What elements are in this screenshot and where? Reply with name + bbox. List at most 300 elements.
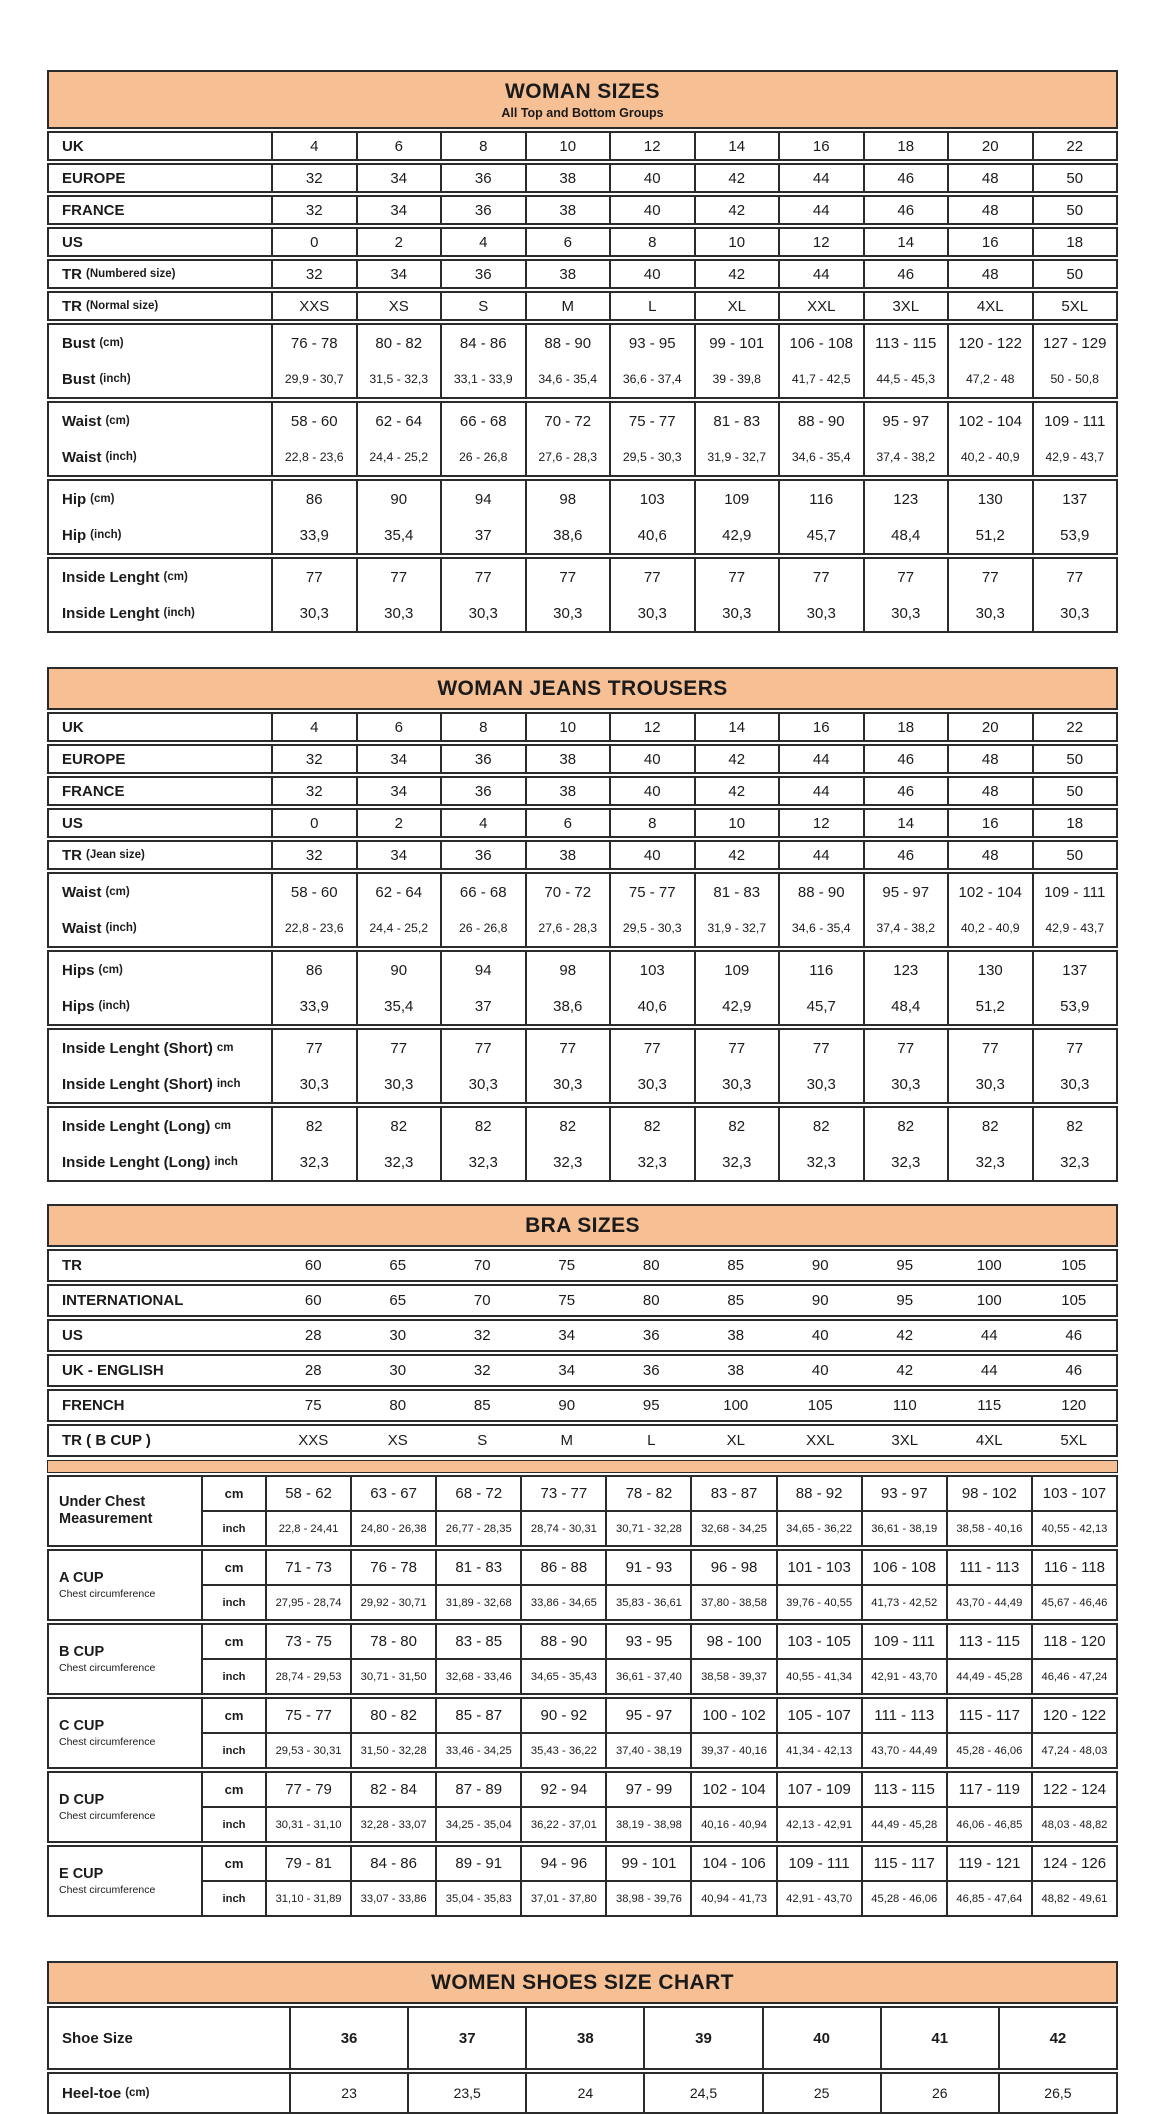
cell: 14 [863,229,948,255]
cell: 36 [440,778,525,804]
cell: 100 [976,1257,1002,1274]
cell-text: 100 - 102 [702,1707,766,1724]
cell: XL [726,1432,745,1449]
cell: 115 [977,1397,1002,1414]
cell: 4 [440,810,525,836]
cell: 95 - 97 [863,874,948,910]
cell: 36 [440,746,525,772]
cell: 42 [694,842,779,868]
cell: L [647,1432,656,1449]
table-row [49,197,1116,223]
cell: 31,5 - 32,3 [356,361,441,397]
cell-text: 81 - 83 [455,1559,503,1576]
cell-text: 48,03 - 48,82 [1041,1818,1108,1831]
table-row [49,325,1116,361]
cell: 32,3 [863,1144,948,1180]
cell: 40,2 - 40,9 [947,910,1032,946]
cell: 77 [778,1030,863,1066]
cell: 82 [1032,1108,1117,1144]
cell-text: 28,74 - 29,53 [275,1670,342,1683]
cell-text: 118 - 120 [1043,1633,1106,1650]
cell-text: 92 - 94 [540,1781,588,1798]
cell: 46 [863,746,948,772]
cell: 30,3 [863,1066,948,1102]
table-row [49,778,1116,804]
cell [946,1880,1031,1915]
cell: 26 [880,2074,998,2112]
cell: 32,3 [1032,1144,1117,1180]
cell: 120 - 122 [947,325,1032,361]
cell-text: 43,70 - 44,49 [956,1596,1023,1609]
row-label-text: US [62,233,83,251]
cell [350,1477,435,1510]
cell: 58 - 60 [271,874,356,910]
cup-group [47,1697,1118,1769]
unit-cell: cm [201,1477,265,1510]
cell: 88 - 90 [778,874,863,910]
cell-text: 122 - 124 [1042,1781,1107,1798]
cell: 32 [271,261,356,287]
cell [946,1806,1031,1841]
cell: 30,3 [440,1066,525,1102]
cell [1031,1551,1116,1584]
cell [861,1847,946,1880]
cell: 48 [947,261,1032,287]
cell: 109 [694,481,779,517]
cell [350,1551,435,1584]
cell: 36 [440,165,525,191]
row-label-note: (Numbered size) [86,268,176,280]
cell [861,1477,946,1510]
row-label-text: Waist [62,448,102,466]
cell: 51,2 [947,988,1032,1024]
row-label [49,2074,289,2112]
cell-text: 109 - 111 [873,1633,935,1650]
cell-text: 31,50 - 32,28 [360,1744,427,1757]
cup-label [49,1551,201,1619]
cell [605,1773,690,1806]
cell: 16 [778,133,863,159]
cell [350,1658,435,1693]
cell [946,1658,1031,1693]
cell [776,1806,861,1841]
cell: 130 [947,952,1032,988]
cell-text: 40,55 - 41,34 [786,1670,853,1683]
cup-label-text: D CUP [59,1792,105,1809]
cell: 18 [863,133,948,159]
cell-text: 44,49 - 45,28 [871,1818,938,1831]
cell-text: 34,25 - 35,04 [445,1818,512,1831]
row-label-note: cm [216,1042,234,1054]
cell: 85 [727,1292,745,1309]
cell: 130 [947,481,1032,517]
row-label [49,778,271,804]
cell-text: 117 - 119 [958,1781,1020,1798]
cell: 24 [525,2074,643,2112]
cell [350,1880,435,1915]
cell: 40 [609,842,694,868]
cell: 90 [356,952,441,988]
cell: 44 [980,1327,998,1344]
cell-text: 32,28 - 33,07 [360,1818,427,1831]
cell [946,1477,1031,1510]
cell: 39 [643,2008,761,2068]
row-group [47,744,1118,774]
cell [861,1625,946,1658]
cell: 5XL [1032,293,1117,319]
cell [946,1699,1031,1732]
cell [520,1880,605,1915]
row-label [49,325,271,361]
cell [690,1880,775,1915]
cell: 37,4 - 38,2 [863,439,948,475]
cell: 80 - 82 [356,325,441,361]
cell-text: 45,28 - 46,06 [956,1744,1023,1757]
cell: 30,3 [525,595,610,631]
cell: 30,3 [609,595,694,631]
cell [690,1806,775,1841]
row-label-text: Hips [62,997,95,1015]
cell: 37 [407,2008,525,2068]
cell: 42 [694,261,779,287]
row-label-text: Shoe Size [62,2029,133,2047]
cell: 6 [356,714,441,740]
cell: 123 [863,952,948,988]
cell-text: 34,65 - 36,22 [786,1522,853,1535]
cell: 32 [271,778,356,804]
table-row [49,988,1116,1024]
cell: 42,9 [694,988,779,1024]
cell: 46 [1065,1362,1083,1379]
cell [946,1510,1031,1545]
cell: 109 [694,952,779,988]
cell [690,1773,775,1806]
cell: 30,3 [356,1066,441,1102]
cell: 70 - 72 [525,874,610,910]
cell [946,1732,1031,1767]
cell: 42,9 - 43,7 [1032,439,1117,475]
row-label [49,2008,289,2068]
cell [1031,1477,1116,1510]
cell: 34,6 - 35,4 [525,361,610,397]
cell: 70 [473,1292,491,1309]
cell: 58 - 60 [271,403,356,439]
row-label-text: Heel-toe [62,2084,122,2102]
cell: 77 [525,1030,610,1066]
cell: 38,6 [525,517,610,553]
cell [861,1699,946,1732]
row-label [49,1066,271,1102]
cell [1031,1658,1116,1693]
cell-text: 39,37 - 40,16 [701,1744,767,1757]
cell: 20 [947,133,1032,159]
unit-cell: cm [201,1847,265,1880]
cell [690,1658,775,1693]
cell: 38 [727,1327,745,1344]
cell: 88 - 90 [778,403,863,439]
row-label [49,910,271,946]
cell: L [609,293,694,319]
cell: 50 [1032,165,1117,191]
cell: 29,9 - 30,7 [271,361,356,397]
cell: 40 [609,165,694,191]
cell [690,1584,775,1619]
cell [690,1477,775,1510]
row-label [49,1286,271,1315]
cell: 65 [389,1292,407,1309]
cell-text: 31,89 - 32,68 [445,1596,512,1609]
cell: 53,9 [1032,517,1117,553]
cell-text: 30,71 - 31,50 [360,1670,427,1683]
row-group [47,131,1118,161]
unit-cell: cm [201,1699,265,1732]
cell-text: 115 - 117 [958,1707,1020,1724]
cell [350,1732,435,1767]
cell: 81 - 83 [694,403,779,439]
cell: 20 [947,714,1032,740]
cup-label-sub: Chest circumference [59,1587,156,1600]
cell-text: 36,61 - 38,19 [871,1522,938,1535]
bra-title: BRA SIZES [525,1214,640,1237]
cell: 0 [271,229,356,255]
cell: 100 [723,1397,749,1414]
cell: 30,3 [694,1066,779,1102]
cell-text: 99 - 101 [621,1855,677,1872]
cell-text: 39,76 - 40,55 [786,1596,853,1609]
cell: 28 [304,1327,322,1344]
cell: 2 [356,810,441,836]
table-row [49,293,1116,319]
cup-label-text: B CUP [59,1644,105,1661]
cell [435,1477,520,1510]
jeans-table [47,667,1118,1182]
cell: 18 [1032,229,1117,255]
cell-text: 78 - 80 [370,1633,417,1650]
cell: 14 [863,810,948,836]
cell: 31,9 - 32,7 [694,910,779,946]
row-label-text: Waist [62,919,102,937]
cup-group [47,1549,1118,1621]
row-label-text: FRANCE [62,201,125,219]
cell-text: 35,43 - 36,22 [530,1744,597,1757]
cell: 10 [525,133,610,159]
row-label-note: cm [214,1120,231,1132]
cell: 8 [440,714,525,740]
table-row [49,1426,1116,1455]
cell: 77 [525,559,610,595]
row-label [49,952,271,988]
row-label-note: inch [216,1078,241,1090]
cell: 77 [356,559,441,595]
cell [690,1732,775,1767]
cell-text: 101 - 103 [787,1559,851,1576]
cell: 12 [609,714,694,740]
cell: 98 [525,952,610,988]
cell: 40 [609,261,694,287]
row-label-text: Bust [62,334,96,352]
cell: 30,3 [271,595,356,631]
cell: XXL [778,293,863,319]
cell: 105 [1061,1257,1087,1274]
cell [435,1699,520,1732]
cell [350,1699,435,1732]
cell: 50 [1032,746,1117,772]
cup-label [49,1699,201,1767]
row-label-note: (inch) [105,451,137,463]
cell-text: 33,07 - 33,86 [360,1892,427,1905]
cell: 48 [947,746,1032,772]
row-group [47,808,1118,838]
cup-group [47,1623,1118,1695]
unit-cell: inch [201,1806,265,1841]
cell: 34,6 - 35,4 [778,439,863,475]
cell-text: 85 - 87 [455,1707,503,1724]
row-label [49,988,271,1024]
table-row [49,714,1116,740]
cell: 36 [440,842,525,868]
cell: 46 [1065,1327,1083,1344]
cell: 44 [778,197,863,223]
cell [265,1732,350,1767]
cell [520,1584,605,1619]
cell: 42,9 - 43,7 [1032,910,1117,946]
cell: 37,4 - 38,2 [863,910,948,946]
row-label-text: Inside Lenght [62,568,160,586]
cell: 5XL [1060,1432,1088,1449]
cell: 99 - 101 [694,325,779,361]
cell: 40 [811,1362,829,1379]
cup-label-text: A CUP [59,1570,104,1587]
cell: 90 [356,481,441,517]
cell: 48 [947,165,1032,191]
cell-text: 120 - 122 [1042,1707,1107,1724]
cell: 42 [896,1327,914,1344]
cell [946,1773,1031,1806]
cell [861,1551,946,1584]
table-row [49,910,1116,946]
cell: XXS [271,293,356,319]
cell [1031,1847,1116,1880]
cell [690,1699,775,1732]
cell-text: 75 - 77 [285,1707,332,1724]
row-label-text: INTERNATIONAL [62,1292,184,1309]
cell: 75 - 77 [609,403,694,439]
bra-header [47,1204,1118,1247]
cell: 22 [1032,133,1117,159]
cell: 46 [863,165,948,191]
cell-text: 90 - 92 [540,1707,588,1724]
cell: 44 [778,746,863,772]
table-row [49,746,1116,772]
cell: 6 [525,810,610,836]
cell: 32,3 [440,1144,525,1180]
cell: 82 [609,1108,694,1144]
row-label [49,714,271,740]
cell-text: 124 - 126 [1042,1855,1107,1872]
cell-text: 115 - 117 [873,1855,935,1872]
cell-text: 91 - 93 [625,1559,673,1576]
cell: 102 - 104 [947,874,1032,910]
cell: 106 - 108 [778,325,863,361]
row-label-text: FRANCE [62,782,125,800]
row-label-note: (inch) [163,607,195,619]
cell [605,1625,690,1658]
cell [435,1625,520,1658]
cell-text: 102 - 104 [702,1781,766,1798]
shoes-title: WOMEN SHOES SIZE CHART [431,1971,734,1994]
row-label-text: US [62,1327,83,1344]
cell: 48 [947,197,1032,223]
row-group [47,712,1118,742]
cell: 77 [1032,559,1117,595]
cell [265,1477,350,1510]
cell-text: 46,46 - 47,24 [1041,1670,1108,1683]
cell: 40,6 [609,517,694,553]
row-label [49,361,271,397]
woman-sizes-title: WOMAN SIZES [505,80,660,103]
cell [605,1584,690,1619]
cell-text: 45,28 - 46,06 [871,1892,938,1905]
cell: 34 [356,778,441,804]
cell: 40 [609,197,694,223]
row-label [49,1356,271,1385]
cell-text: 97 - 99 [625,1781,673,1798]
cell [690,1510,775,1545]
cell-text: 40,16 - 40,94 [701,1818,767,1831]
cell: 40,2 - 40,9 [947,439,1032,475]
cell: 38 [525,197,610,223]
cell: 82 [271,1108,356,1144]
table-row [49,842,1116,868]
jeans-rows [47,712,1118,1182]
cell: 94 [440,481,525,517]
table-row [49,952,1116,988]
cell-text: 38,98 - 39,76 [615,1892,682,1905]
cell [861,1880,946,1915]
jeans-header [47,667,1118,710]
cell-text: 103 - 107 [1042,1485,1107,1502]
cell: 95 [896,1257,914,1274]
cell: 4 [440,229,525,255]
cell [690,1551,775,1584]
cell: 95 [642,1397,660,1414]
cell: XS [387,1432,408,1449]
cell: 62 - 64 [356,403,441,439]
cell: 46 [863,778,948,804]
cell-text: 63 - 67 [370,1485,417,1502]
cell: 44,5 - 45,3 [863,361,948,397]
bra-table [47,1204,1118,1917]
cell: 36 [289,2008,407,2068]
unit-cell: cm [201,1773,265,1806]
cell: 80 [389,1397,407,1414]
cell: 41,7 - 42,5 [778,361,863,397]
cell: 100 [976,1292,1002,1309]
cell-text: 58 - 62 [285,1485,332,1502]
cell: 109 - 111 [1032,874,1117,910]
row-group [47,1249,1118,1282]
row-label-text: Inside Lenght (Short) [62,1075,213,1093]
cell: 33,1 - 33,9 [440,361,525,397]
cell: 6 [525,229,610,255]
unit-cell: inch [201,1510,265,1545]
cell [435,1551,520,1584]
cell: 38 [525,746,610,772]
cell: 65 [389,1257,407,1274]
cell [776,1625,861,1658]
cell: 70 - 72 [525,403,610,439]
row-label-text: Inside Lenght (Short) [62,1039,213,1057]
